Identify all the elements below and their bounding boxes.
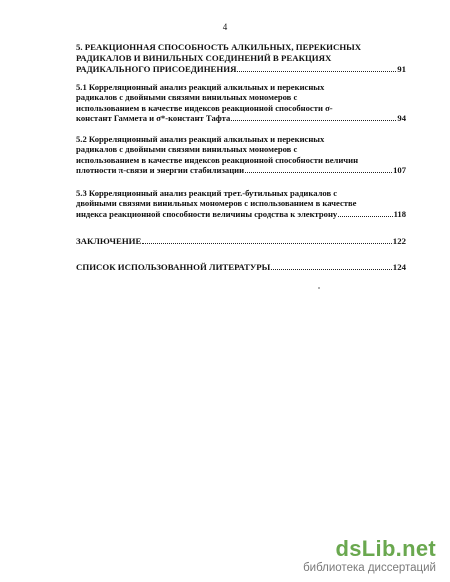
- toc-line: использованием в качестве индексов реакционной способности величин: [76, 154, 359, 165]
- toc-last-line: [76, 209, 406, 219]
- toc-entry-title-end: РАДИКАЛЬНОГО ПРИСОЕДИНЕНИЯ: [76, 64, 237, 74]
- toc-line: 5. РЕАКЦИОННАЯ СПОСОБНОСТЬ АЛКИЛЬНЫХ, ПЕРЕКИСНЫХ: [76, 42, 362, 52]
- toc-last-line: [76, 64, 406, 75]
- toc-entry-title-end: констант Гаммета и σ*-констант Тафта: [76, 113, 231, 124]
- toc-entry-5-2[interactable]: [76, 134, 406, 176]
- toc-entry-section-5[interactable]: [76, 42, 406, 75]
- toc-page-number: 94: [397, 113, 406, 124]
- watermark-subtitle: библиотека диссертаций: [303, 562, 436, 574]
- toc-entry-conclusion[interactable]: [76, 236, 406, 246]
- toc-line: 5.1 Корреляционный анализ реакций алкильных и перекисных: [76, 82, 325, 92]
- toc-last-line: [76, 113, 406, 123]
- toc-line: двойными связями винильных мономеров с использованием в качестве: [76, 198, 357, 209]
- toc-page-number: 118: [393, 208, 406, 219]
- toc-last-line: [76, 262, 406, 272]
- toc-line: радикалов с двойными связями винильных мономеров с: [76, 144, 298, 155]
- dot-leader: [245, 165, 392, 173]
- toc-entry-references[interactable]: [76, 262, 406, 272]
- toc-line: радикалов с двойными связями винильных мономеров с: [76, 92, 298, 103]
- dot-leader: [237, 64, 396, 72]
- toc-entry-title-end: индекса реакционной способности величины сродства к электрону: [76, 208, 338, 219]
- toc-page-number: 91: [397, 64, 406, 74]
- dot-leader: [231, 113, 396, 121]
- toc-page-number: 124: [392, 262, 406, 272]
- toc-line: 5.3 Корреляционный анализ реакций трет.-бутильных радикалов с: [76, 188, 338, 198]
- scan-speck: [318, 287, 320, 289]
- toc-page-number: 107: [393, 165, 406, 176]
- toc-last-line: [76, 165, 406, 175]
- toc-entry-5-1[interactable]: [76, 82, 406, 124]
- watermark-logo: dsLib.net: [335, 536, 436, 561]
- toc-entry-5-3[interactable]: [76, 188, 406, 219]
- page-number: 4: [222, 22, 228, 32]
- toc-page-number: 122: [392, 236, 406, 246]
- toc-line: РАДИКАЛОВ И ВИНИЛЬНЫХ СОЕДИНЕНИЙ В РЕАКЦИЯХ: [76, 53, 332, 63]
- watermark: [276, 536, 436, 574]
- toc-last-line: [76, 236, 406, 246]
- toc-entry-title: ЗАКЛЮЧЕНИЕ: [76, 236, 142, 246]
- toc-line: использованием в качестве индексов реакционной способности σ-: [76, 102, 333, 113]
- toc-entry-title: СПИСОК ИСПОЛЬЗОВАННОЙ ЛИТЕРАТУРЫ: [76, 262, 271, 272]
- dot-leader: [271, 262, 391, 270]
- toc-line: 5.2 Корреляционный анализ реакций алкильных и перекисных: [76, 134, 325, 144]
- dot-leader: [338, 209, 392, 217]
- dot-leader: [142, 236, 391, 244]
- toc-entry-title-end: плотности π-связи и энергии стабилизации: [76, 165, 245, 176]
